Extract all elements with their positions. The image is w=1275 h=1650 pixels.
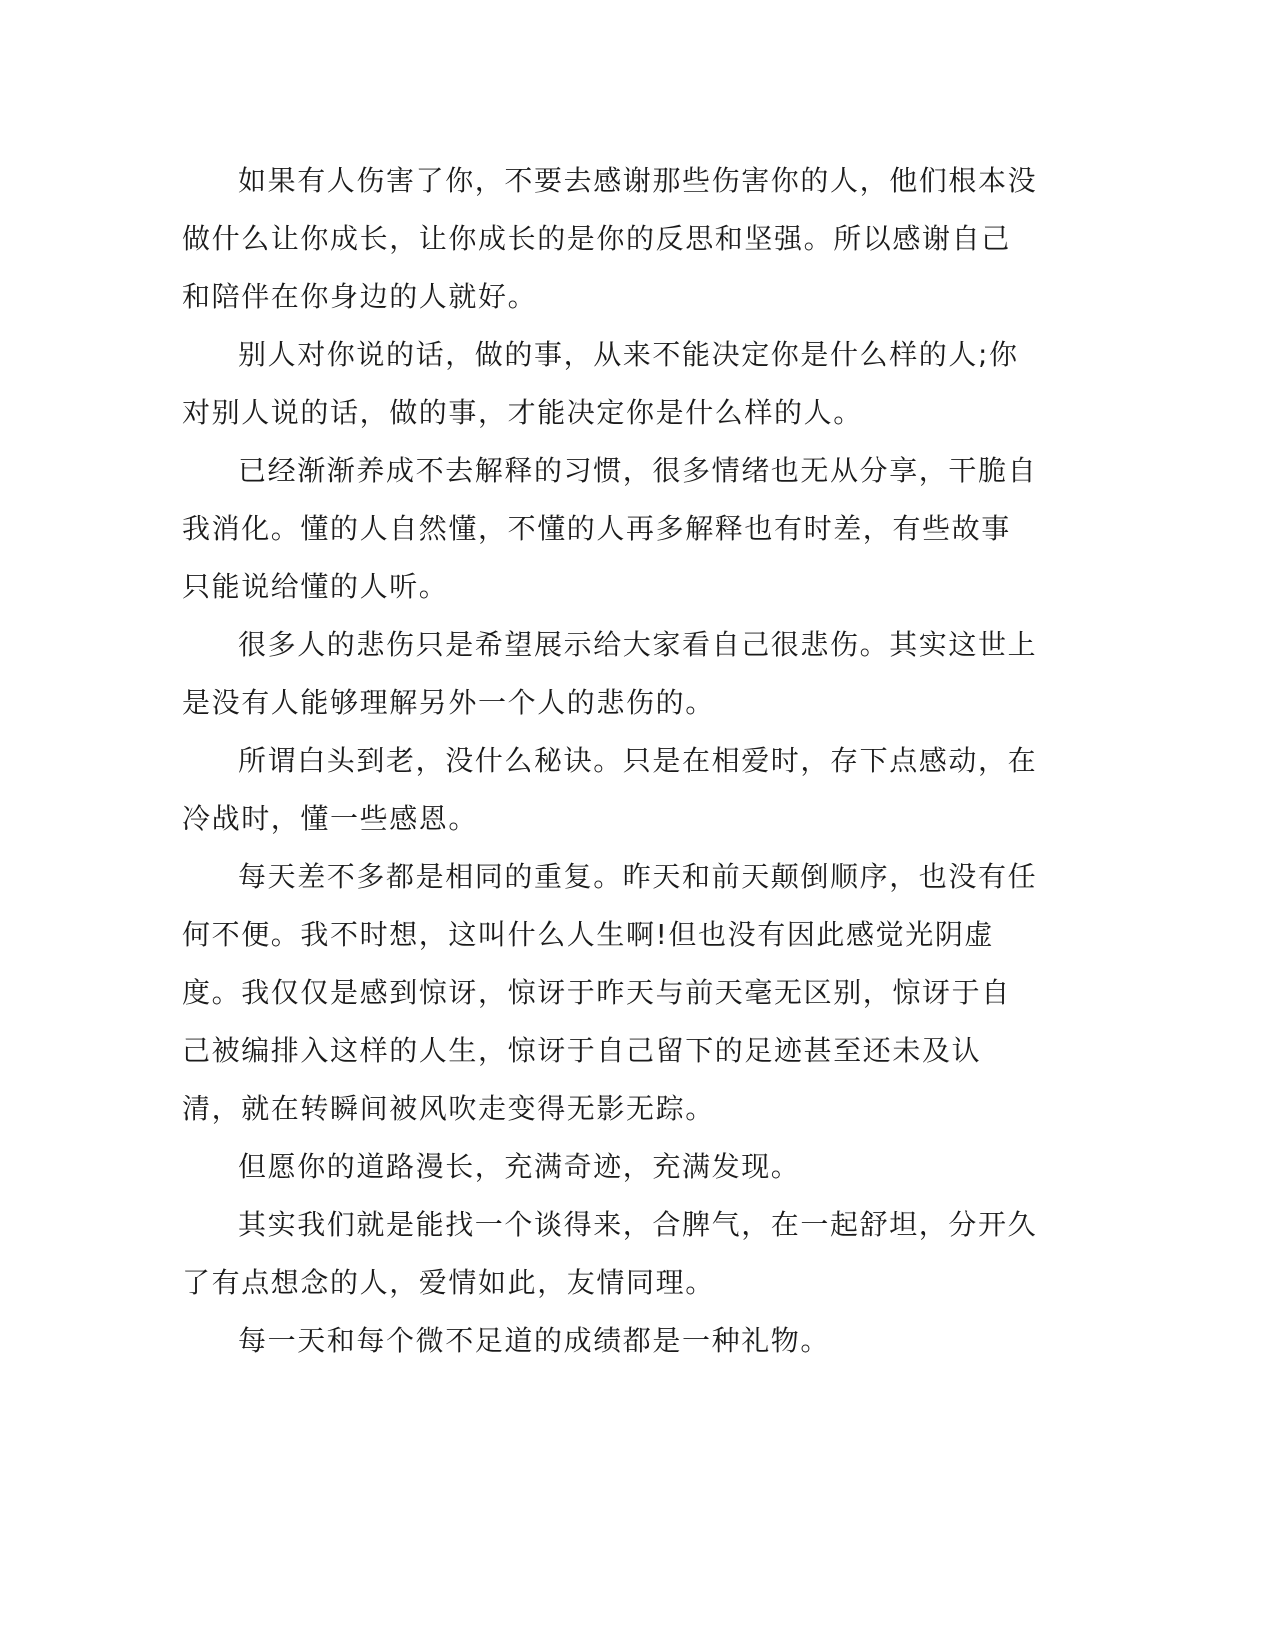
- paragraph: 别人对你说的话，做的事，从来不能决定你是什么样的人;你对别人说的话，做的事，才能决定你是什么样的人。: [182, 338, 1019, 429]
- paragraph: 但愿你的道路漫长，充满奇迹，充满发现。: [238, 1150, 801, 1183]
- paragraph: 每一天和每个微不足道的成绩都是一种礼物。: [238, 1324, 831, 1357]
- paragraph: 所谓白头到老，没什么秘诀。只是在相爱时，存下点感动，在冷战时，懂一些感恩。: [182, 744, 1038, 835]
- paragraph: 很多人的悲伤只是希望展示给大家看自己很悲伤。其实这世上是没有人能够理解另外一个人的悲伤的。: [182, 628, 1038, 719]
- paragraph: 每天差不多都是相同的重复。昨天和前天颠倒顺序，也没有任何不便。我不时想，这叫什么人生啊!但也没有因此感觉光阴虚度。我仅仅是感到惊讶，惊讶于昨天与前天毫无区别，惊讶于自己被编排入这样的人生，惊讶于自己留下的足迹甚至还未及认清，就在转瞬间被风吹走变得无影无踪。: [182, 860, 1038, 1125]
- paragraph: 如果有人伤害了你，不要去感谢那些伤害你的人，他们根本没做什么让你成长，让你成长的是你的反思和坚强。所以感谢自己和陪伴在你身边的人就好。: [182, 164, 1038, 313]
- paragraph: 其实我们就是能找一个谈得来，合脾气，在一起舒坦，分开久了有点想念的人，爱情如此，友情同理。: [182, 1208, 1038, 1299]
- paragraph: 已经渐渐养成不去解释的习惯，很多情绪也无从分享，干脆自我消化。懂的人自然懂，不懂的人再多解释也有时差，有些故事只能说给懂的人听。: [182, 454, 1038, 603]
- document-body: [182, 152, 1040, 1370]
